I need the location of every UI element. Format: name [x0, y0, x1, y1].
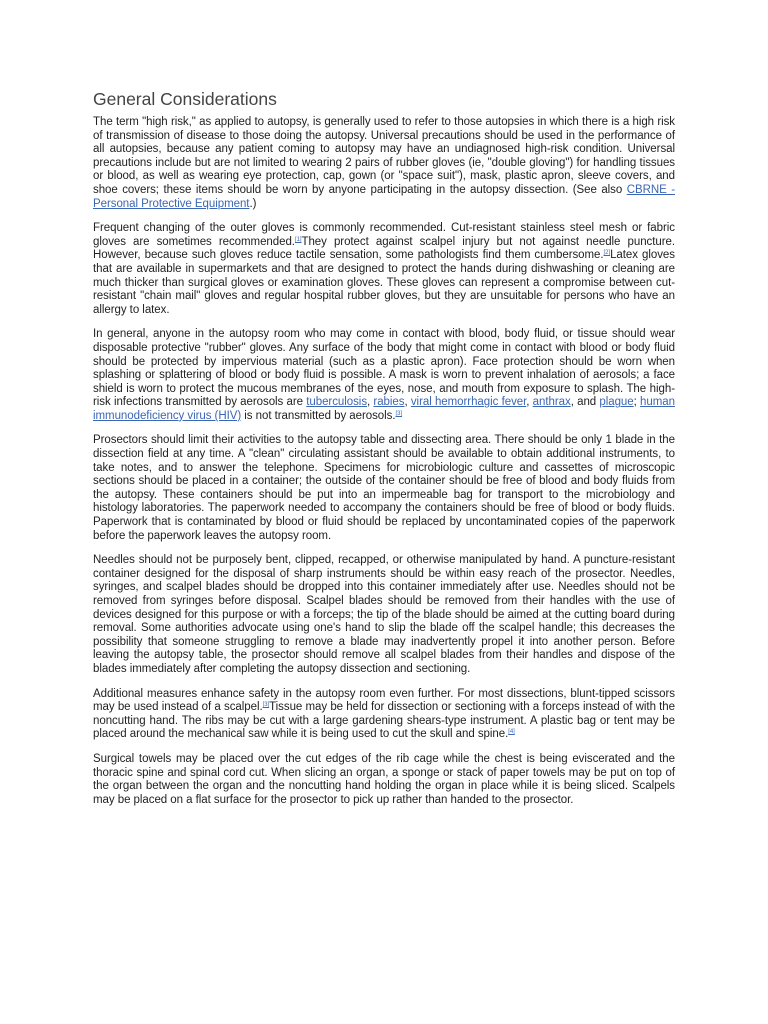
paragraph-needles: Needles should not be purposely bent, clipped, recapped, or otherwise manipulated by hand. A puncture-resistant container designed for the disposal of sharp instruments should be within easy reach of the prosector. Needles, syringes, and scalpel blades should be dropped into this container immediately after use. Needles should not be removed from syringes before disposal. Scalpel blades should be removed from their handles with the use of devices designed for this purpose or with a forceps; the tip of the blade should be aimed at the cutting board during removal. Some authorities advocate using one's hand to slip the blade off the scalpel handle; this decreases the possibility that someone struggling to remove a blade may inadvertently propel it into another person. Before leaving the autopsy table, the prosector should remove all scalpel blades from their handles and dispose of the blades immediately after completing the autopsy dissection and sectioning. — [93, 554, 675, 675]
document-body — [93, 88, 675, 818]
hiv-link[interactable]: human immunodeficiency virus (HIV) — [93, 396, 675, 422]
tuberculosis-link[interactable]: tuberculosis — [306, 396, 368, 409]
separator-text: , — [404, 396, 411, 409]
paragraph-surgical-towels: Surgical towels may be placed over the cut edges of the rib cage while the chest is being eviscerated and the thoracic spine and spinal cord cut. When slicing an organ, a sponge or stack of paper towels may be put on top of the organ between the organ and the noncutting hand holding the organ in place while it is being sliced. Scalpels may be placed on a flat surface for the prosector to pick up rather than handed to the prosector. — [93, 752, 675, 806]
section-heading: General Considerations — [93, 89, 277, 109]
plague-link[interactable]: plague — [599, 396, 634, 409]
separator-text: , and — [570, 396, 600, 409]
separator-text: ; — [633, 396, 641, 409]
reference-link-3[interactable]: [3] — [395, 410, 403, 417]
paragraph-text: The term "high risk," as applied to autopsy, is generally used to refer to those autopsies in which there is a high risk of transmission of disease to those doing the autopsy. Universal precautions should be used in the performance of all autopsies, because any patient coming to autopsy may have an undiagnosed high-risk condition. Universal precautions include but are not limited to wearing 2 pairs of rubber gloves (ie, "double gloving") for handling tissues or blood, as well as wearing eye protection, cap, gown (or "space suit"), mask, plastic apron, sleeve covers, and shoe covers; these items should be worn by anyone participating in the autopsy dissection. (See also — [93, 116, 675, 196]
paragraph-high-risk — [93, 116, 675, 211]
rabies-link[interactable]: rabies — [373, 396, 405, 409]
cbrne-ppe-link[interactable]: CBRNE - Personal Protective Equipment — [93, 183, 675, 210]
anthrax-link[interactable]: anthrax — [532, 396, 571, 409]
paragraph-text: .) — [249, 197, 257, 210]
reference-link-3[interactable]: [3] — [262, 702, 270, 709]
paragraph-text: Additional measures enhance safety in the autopsy room even further. For most dissections, blunt-tipped scissors may be used instead of a scalpel. — [93, 687, 675, 714]
separator-text: , — [526, 396, 533, 409]
separator-text: , — [367, 396, 374, 409]
reference-link-1[interactable]: [1] — [294, 236, 302, 243]
reference-link-2[interactable]: [2] — [603, 250, 611, 257]
paragraph-text: In general, anyone in the autopsy room who may come in contact with blood, body fluid, or tissue should wear disposable protective "rubber" gloves. Any surface of the body that might come in contact with blood or body fluid should be protected by impervious material (such as a plastic apron). Face protection should be worn when splashing or splattering of blood or body fluid is possible. A mask is worn to prevent inhalation of aerosols; a face shield is worn to protect the mucous membranes of the eyes, nose, and mouth from exposure to splash. The high-risk infections transmitted by aerosols are — [93, 328, 675, 409]
paragraph-additional-measures — [93, 688, 675, 742]
paragraph-text: Tissue may be held for dissection or sectioning with a forceps instead of with the noncutting hand. The ribs may be cut with a large gardening shears-type instrument. A plastic bag or tent may be placed around the mechanical saw while it is being used to cut the skull and spine. — [93, 701, 675, 741]
paragraph-text: They protect against scalpel injury but not against needle puncture. However, because such gloves reduce tactile sensation, some pathologists find them cumbersome. — [93, 235, 675, 262]
reference-link-4[interactable]: [4] — [508, 729, 515, 736]
paragraph-prosectors: Prosectors should limit their activities to the autopsy table and dissecting area. There should be only 1 blade in the dissection field at any time. A "clean" circulating assistant should be available to obtain additional instruments, to take notes, and to answer the telephone. Specimens for microbiologic culture and cassettes of microscopic sections should be placed in a container; the outside of the container should be free of blood and body fluids from the autopsy. These containers should be put into an impermeable bag for transport to the microbiology and histology laboratories. The paperwork needed to accompany the containers should be free of blood or body fluids. Paperwork that is contaminated by blood or fluid should be replaced by uncontaminated copies of the paperwork before the paperwork leaves the autopsy room. — [93, 434, 675, 542]
paragraph-text: is not transmitted by aerosols. — [241, 409, 396, 422]
paragraph-protection — [93, 328, 675, 423]
paragraph-text: Frequent changing of the outer gloves is commonly recommended. Cut-resistant stainless steel mesh or fabric gloves are sometimes recommended. — [93, 222, 675, 248]
viral-hemorrhagic-fever-link[interactable]: viral hemorrhagic fever — [410, 396, 527, 409]
paragraph-gloves — [93, 222, 675, 317]
paragraph-text: Latex gloves that are available in supermarkets and that are designed to protect the hands during dishwashing or cleaning are much thicker than surgical gloves or examination gloves. These gloves can represent a compromise between cut-resistant "chain mail" gloves and regular hospital rubber gloves, but they are unsuitable for persons who have an allergy to latex. — [93, 249, 675, 316]
